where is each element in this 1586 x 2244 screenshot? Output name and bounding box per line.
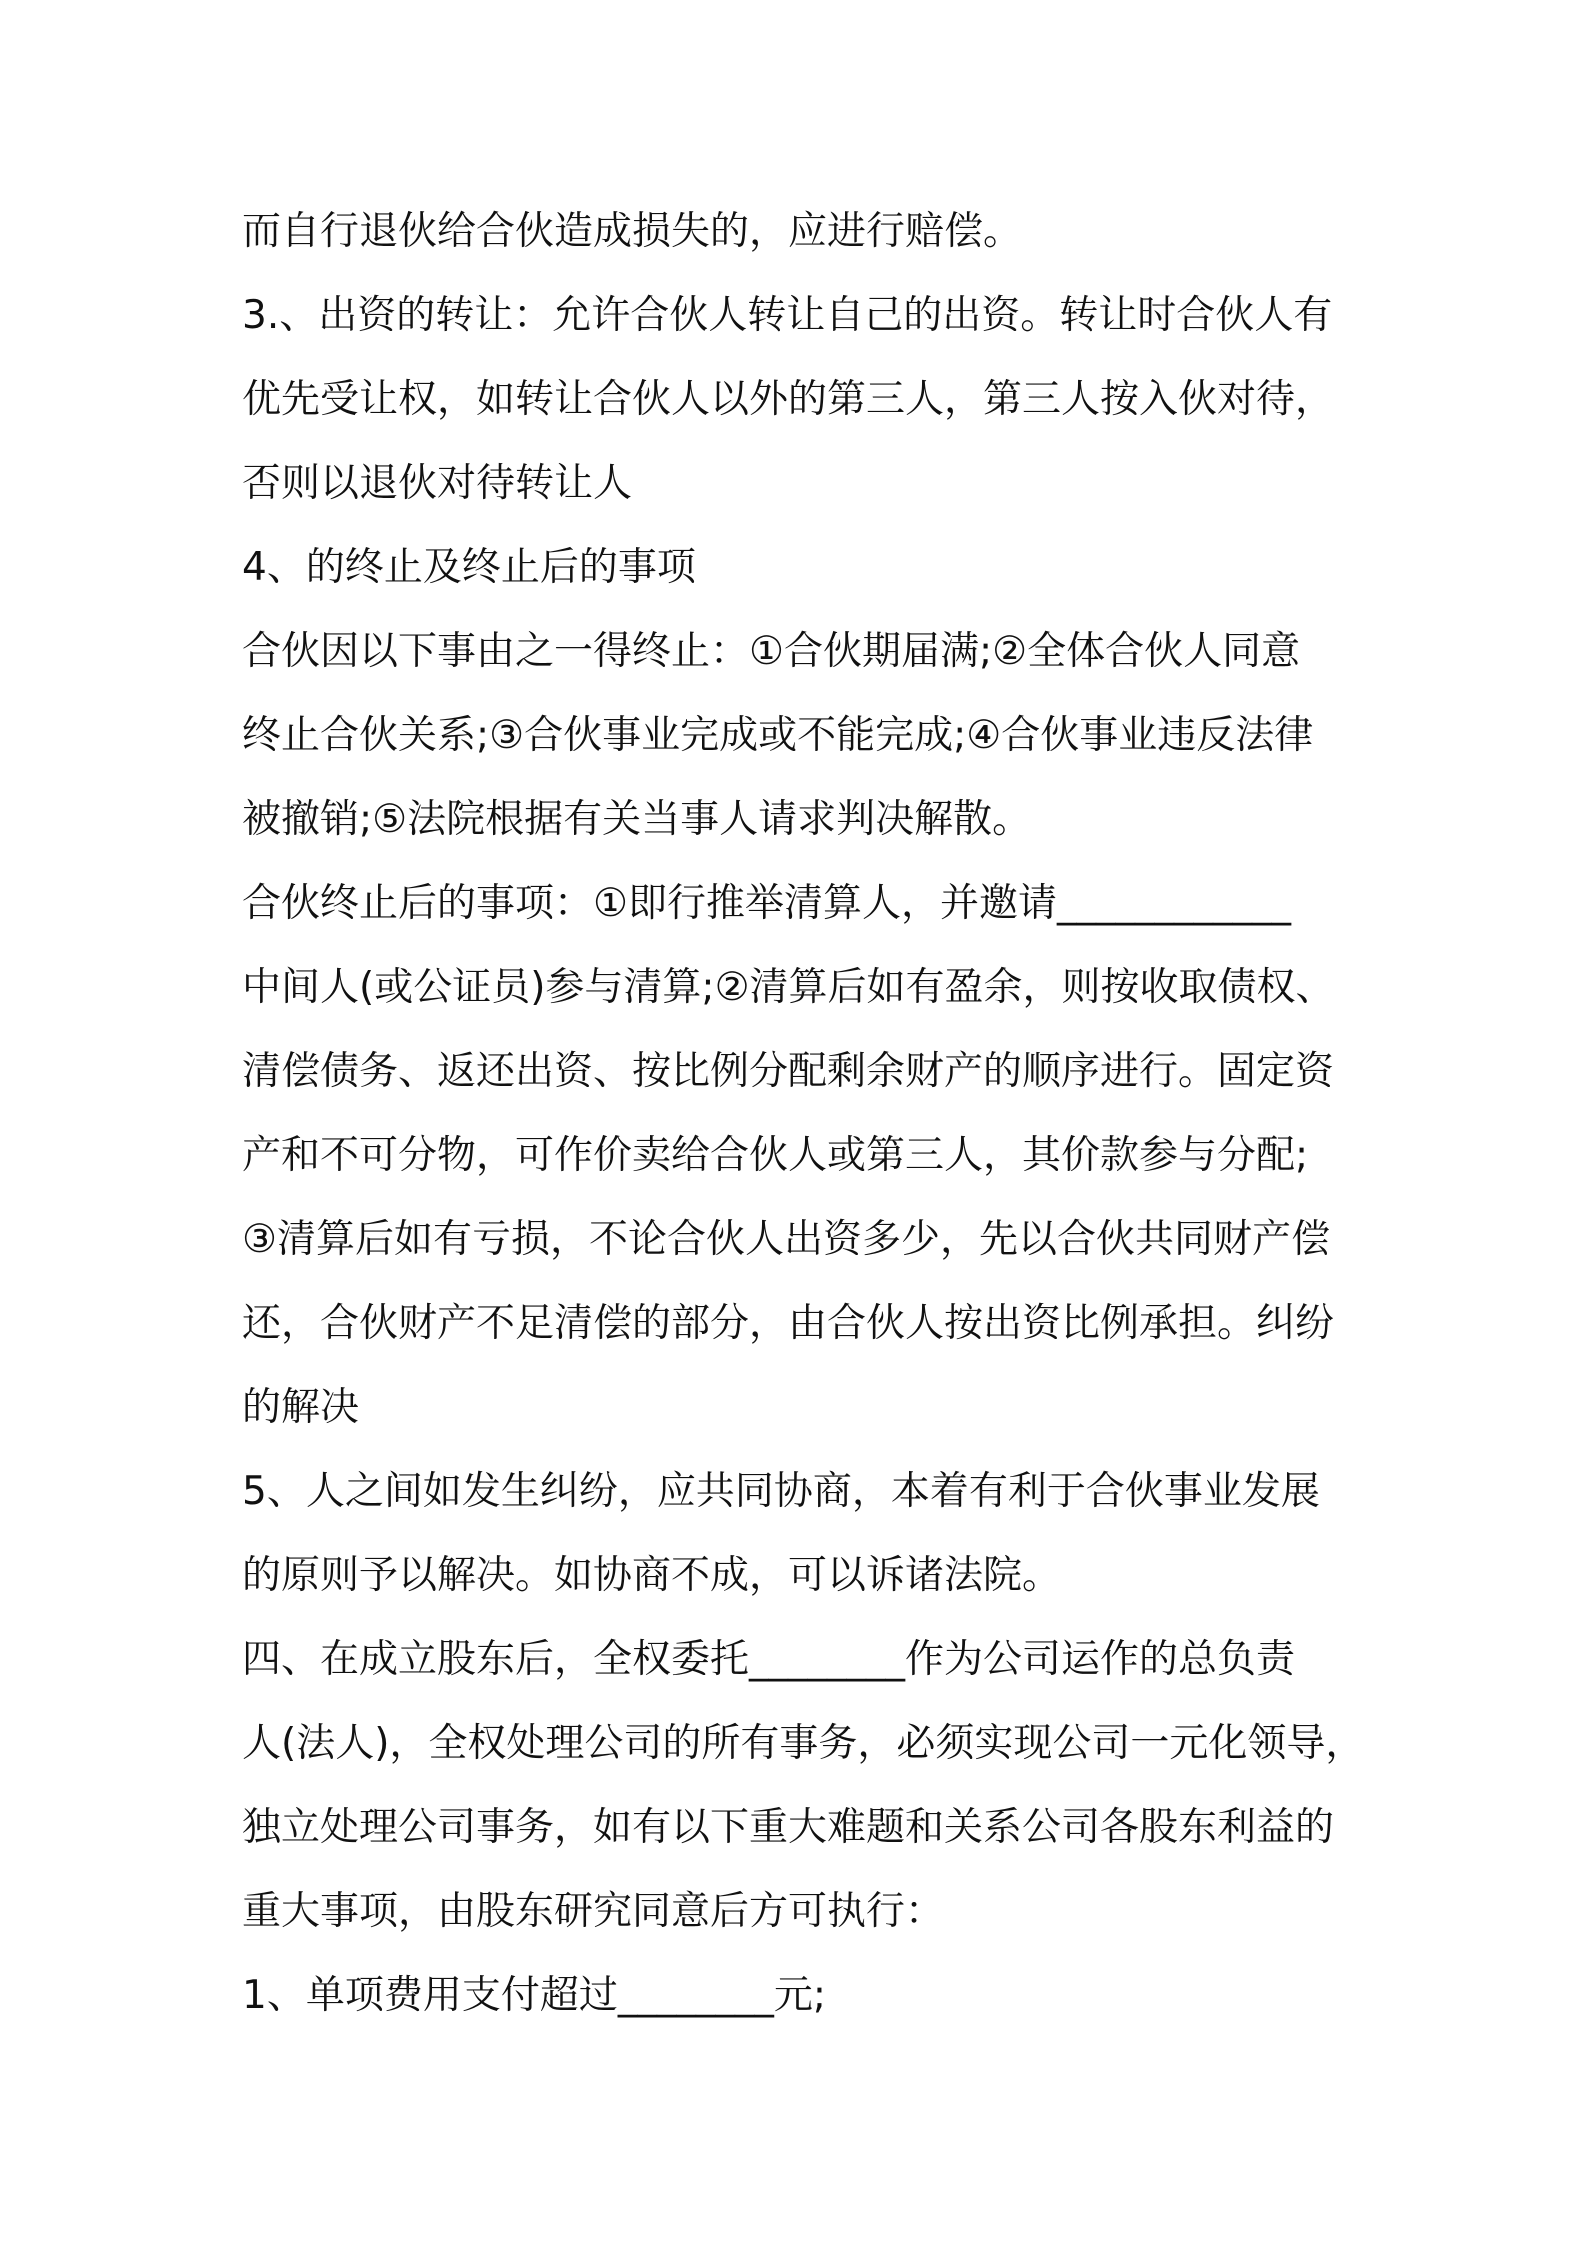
text-line: 终止合伙关系;③合伙事业完成或不能完成;④合伙事业违反法律 bbox=[242, 713, 1314, 758]
text-line: 优先受让权，如转让合伙人以外的第三人，第三人按入伙对待， bbox=[242, 377, 1335, 422]
text-line: 中间人(或公证员)参与清算;②清算后如有盈余，则按收取债权、 bbox=[242, 965, 1335, 1010]
section-heading: 4、的终止及终止后的事项 bbox=[242, 545, 696, 590]
document-body bbox=[242, 190, 1365, 2038]
text-line: 独立处理公司事务，如有以下重大难题和关系公司各股东利益的 bbox=[242, 1805, 1335, 1850]
text-line: 产和不可分物，可作价卖给合伙人或第三人，其价款参与分配; bbox=[242, 1133, 1309, 1178]
text-line: 重大事项，由股东研究同意后方可执行： bbox=[242, 1889, 945, 1934]
text-line: 还，合伙财产不足清偿的部分，由合伙人按出资比例承担。纠纷 bbox=[242, 1301, 1335, 1346]
text-line: 人(法人)，全权处理公司的所有事务，必须实现公司一元化领导， bbox=[242, 1721, 1365, 1766]
text-line: 的解决 bbox=[242, 1385, 360, 1430]
text-line: 清偿债务、返还出资、按比例分配剩余财产的顺序进行。固定资 bbox=[242, 1049, 1335, 1094]
text-line: 合伙因以下事由之一得终止：①合伙期届满;②全体合伙人同意 bbox=[242, 629, 1301, 674]
text-line: 1、单项费用支付超过________元; bbox=[242, 1973, 826, 2018]
text-line: 的原则予以解决。如协商不成，可以诉诸法院。 bbox=[242, 1553, 1062, 1598]
text-line: 四、在成立股东后，全权委托________作为公司运作的总负责 bbox=[242, 1637, 1296, 1682]
text-line: 被撤销;⑤法院根据有关当事人请求判决解散。 bbox=[242, 797, 1032, 842]
text-line: ③清算后如有亏损，不论合伙人出资多少，先以合伙共同财产偿 bbox=[242, 1217, 1330, 1262]
text-line: 否则以退伙对待转让人 bbox=[242, 461, 633, 506]
text-line: 合伙终止后的事项：①即行推举清算人，并邀请____________ bbox=[242, 881, 1291, 926]
text-line: 而自行退伙给合伙造成损失的，应进行赔偿。 bbox=[242, 209, 1023, 254]
text-line: 5、人之间如发生纠纷，应共同协商，本着有利于合伙事业发展 bbox=[242, 1469, 1320, 1514]
text-line: 3.、出资的转让：允许合伙人转让自己的出资。转让时合伙人有 bbox=[242, 293, 1333, 338]
